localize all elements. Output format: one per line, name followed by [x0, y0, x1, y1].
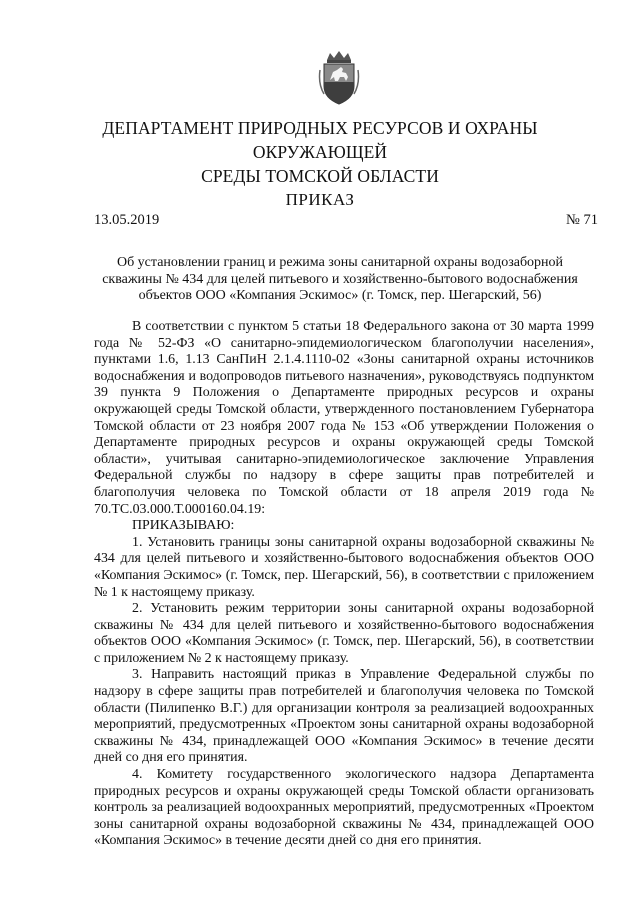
- preamble-paragraph: В соответствии с пунктом 5 статьи 18 Федерального закона от 30 марта 1999 года № 52-ФЗ «О санитарно-эпидемиологическом благополучии населения», пунктами 1.6, 1.13 СанПиН 2.1.4.1110-02 «Зоны санитарной охраны источников водоснабжения и водопроводов питьевого назначения», руководствуясь подпунктом 39 пункта 9 Положения о Департаменте природных ресурсов и охраны окружающей среды Томской области, утвержденного постановлением Губернатора Томской области от 23 ноября 2007 года № 153 «Об утверждении Положения о Департаменте природных ресурсов и охраны окружающей среды Томской области», учитывая санитарно-эпидемиологическое заключение Управления Федеральной службы по надзору в сфере защиты прав потребителей и благополучия человека по Томской области от 18 апреля 2019 года № 70.ТС.03.000.Т.000160.04.19:: [94, 319, 594, 517]
- order-item-4: 4. Комитету государственного экологического надзора Департамента природных ресурсов и охраны окружающей среды Томской области организовать контроль за реализацией водоохранных мероприятий, предусмотренных «Проектом зоны санитарной охраны водозаборной скважины № 434, принадлежащей ООО «Компания Эскимос» в течение десяти дней со дня его принятия.: [94, 767, 594, 849]
- order-title: ПРИКАЗ: [285, 190, 355, 209]
- order-body: [94, 319, 594, 850]
- order-date: 13.05.2019: [94, 212, 160, 228]
- department-name-line-2: СРЕДЫ ТОМСКОЙ ОБЛАСТИ: [201, 166, 439, 186]
- decree-heading: ПРИКАЗЫВАЮ:: [132, 518, 235, 534]
- order-item-3: 3. Направить настоящий приказ в Управление Федеральной службы по надзору в сфере защиты прав потребителей и благополучия человека по Томской области (Пилипенко В.Г.) для организации контроля за реализацией водоохранных мероприятий, предусмотренных «Проектом зоны санитарной охраны водозаборной скважины № 434, принадлежащей ООО «Компания Эскимос» в течение десяти дней со дня его принятия.: [94, 667, 594, 766]
- order-item-2: 2. Установить режим территории зоны санитарной охраны водозаборной скважины № 434 для целей питьевого и хозяйственно-бытового водоснабжения объектов ООО «Компания Эскимос» (г. Томск, пер. Шегарский, 56), в соответствии с приложением № 2 к настоящему приказу.: [94, 601, 594, 666]
- order-number: № 71: [566, 212, 598, 228]
- coat-of-arms-icon: [318, 50, 360, 106]
- order-subject: Об установлении границ и режима зоны санитарной охраны водозаборной скважины № 434 для целей питьевого и хозяйственно-бытового водоснабжения объектов ООО «Компания Эскимос» (г. Томск, пер. Шегарский, 56): [102, 255, 578, 303]
- department-name-line-1: ДЕПАРТАМЕНТ ПРИРОДНЫХ РЕСУРСОВ И ОХРАНЫ ОКРУЖАЮЩЕЙ: [102, 118, 538, 162]
- order-item-1: 1. Установить границы зоны санитарной охраны водозаборной скважины № 434 для целей питьевого и хозяйственно-бытового водоснабжения объектов ООО «Компания Эскимос» (г. Томск, пер. Шегарский, 56), в соответствии с приложением № 1 к настоящему приказу.: [94, 534, 594, 600]
- department-name: [60, 116, 580, 188]
